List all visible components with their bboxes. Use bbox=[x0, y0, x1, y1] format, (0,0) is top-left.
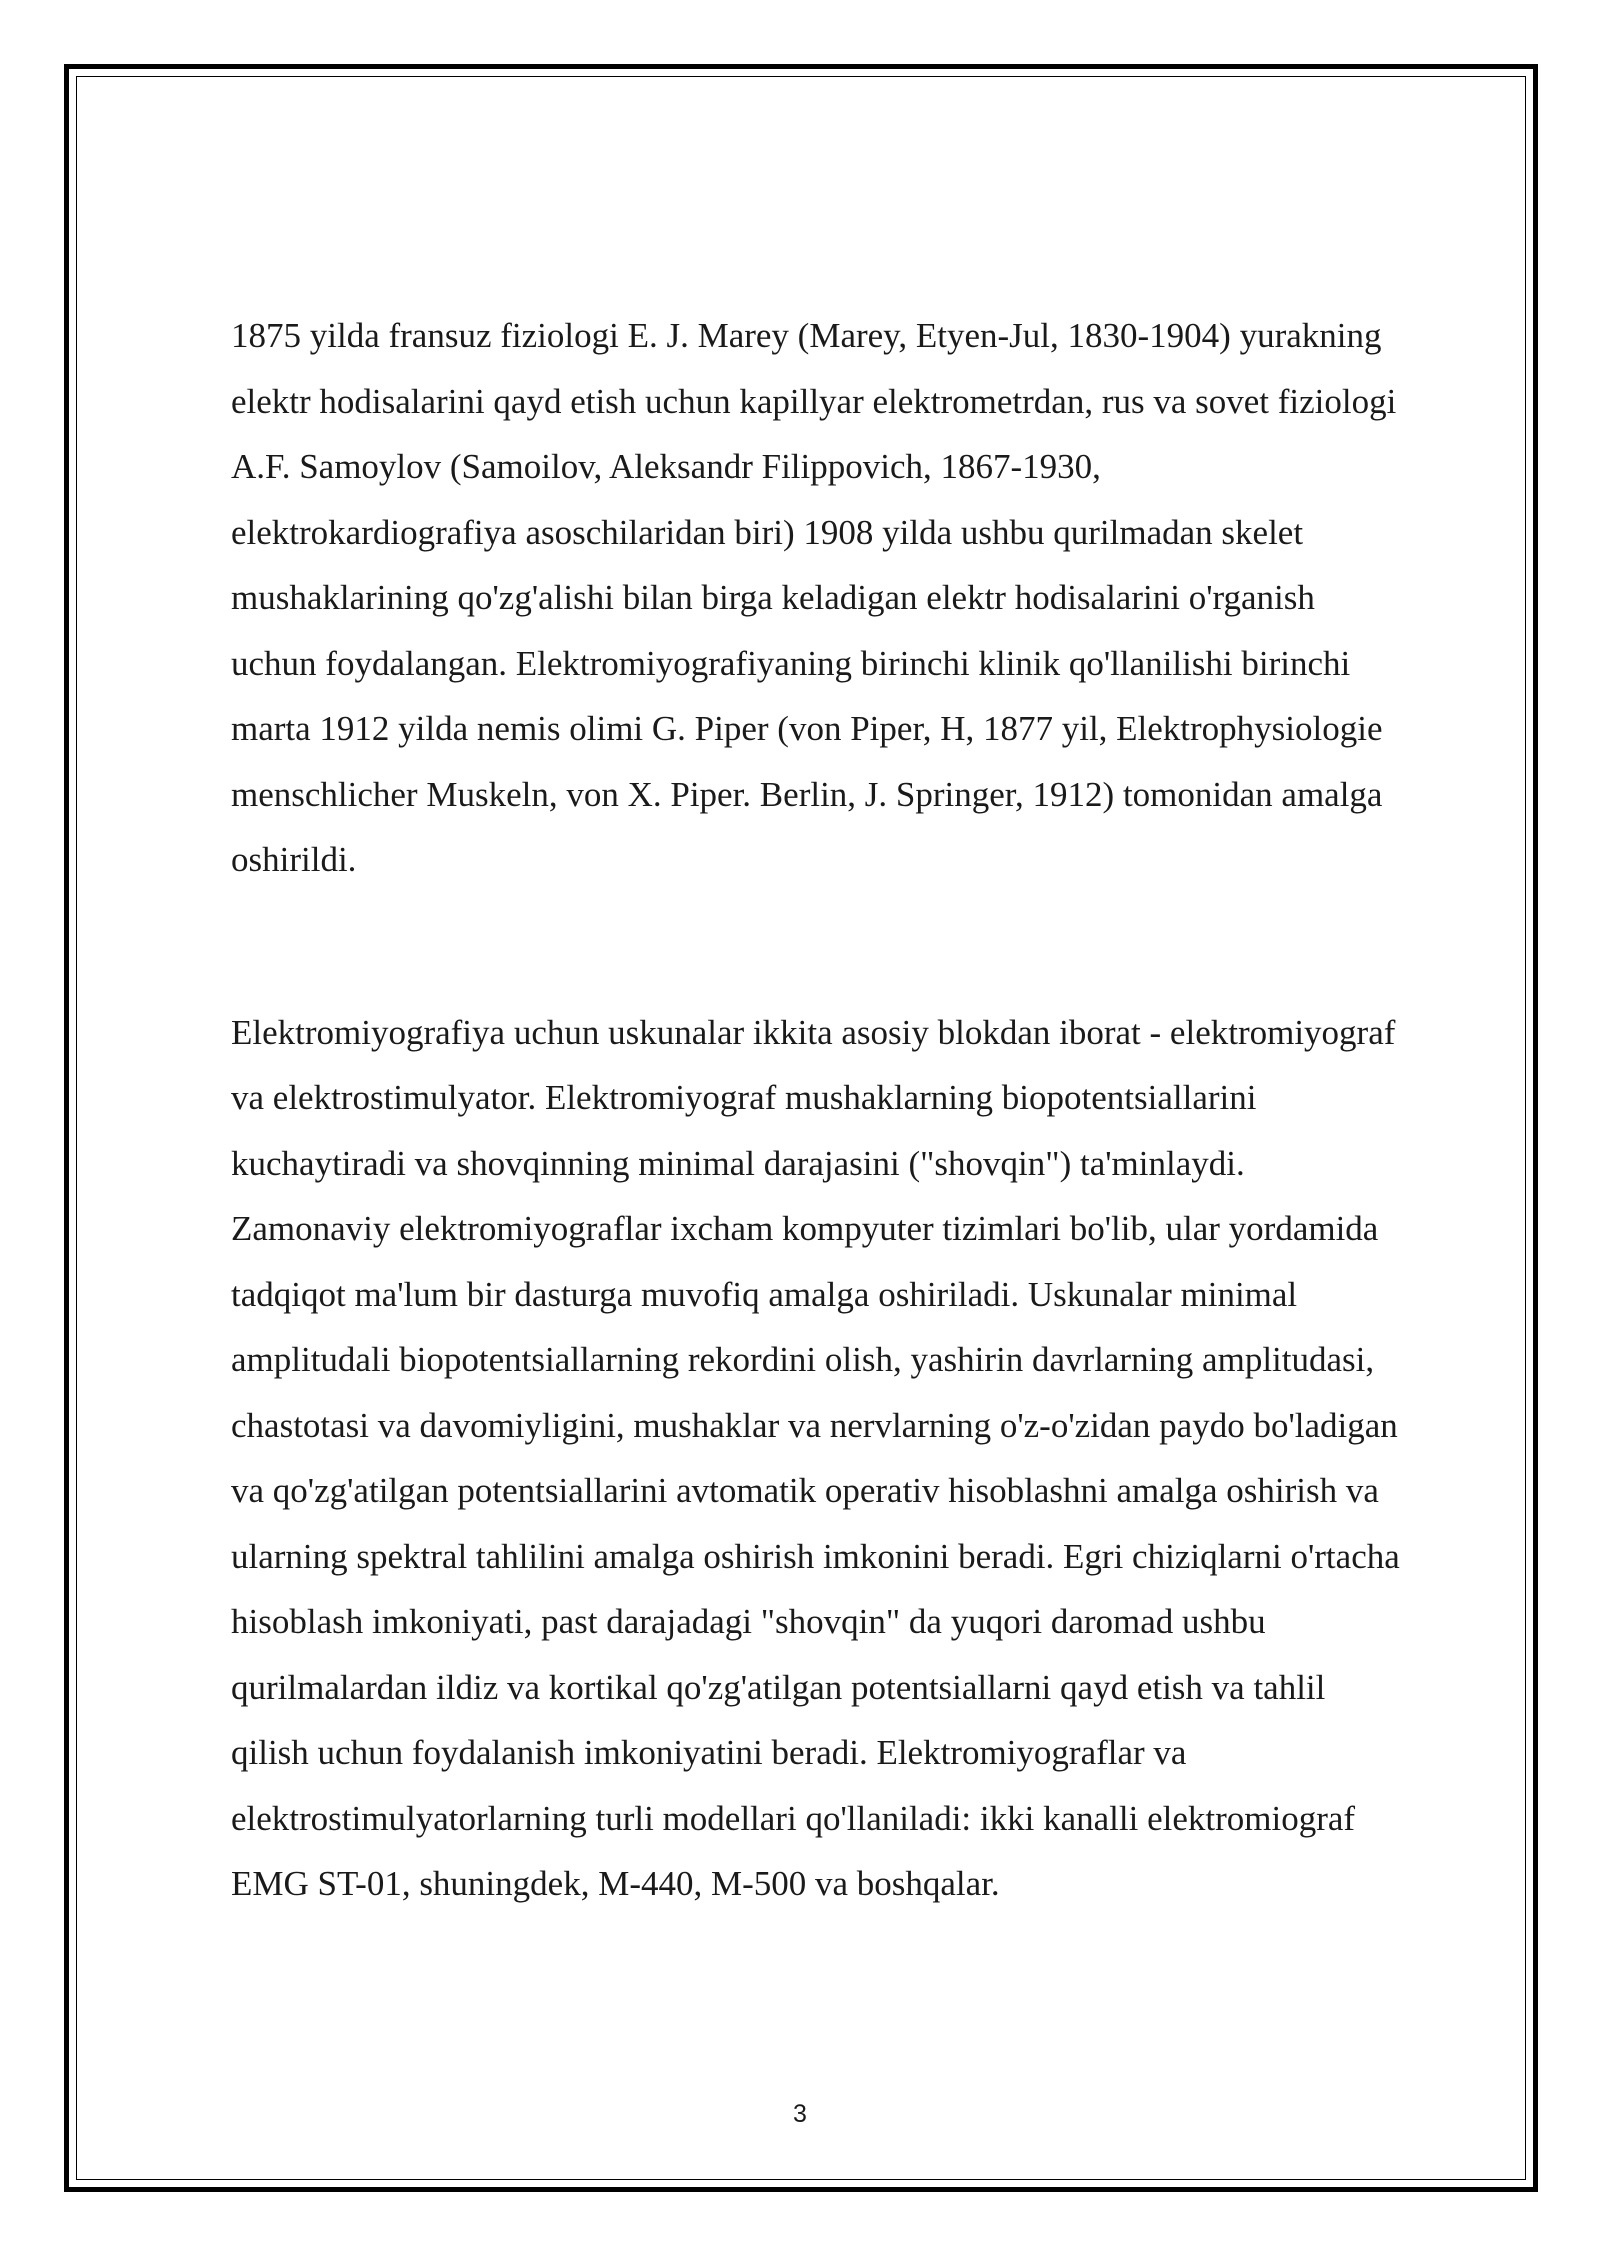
paragraph-equipment: Elektromiyografiya uchun uskunalar ikkita asosiy blokdan iborat - elektromiyograf va elektrostimulyator. Elektromiyograf mushaklarning biopotentsiallarini kuchaytiradi va shovqinning minimal darajasini ("shovqin") ta'minlaydi. Zamonaviy elektromiyograflar ixcham kompyuter tizimlari bo'lib, ular yordamida tadqiqot ma'lum bir dasturga muvofiq amalga oshiriladi. Uskunalar minimal amplitudali biopotentsiallarning rekordini olish, yashirin davrlarning amplitudasi, chastotasi va davomiyligini, mushaklar va nervlarning o'z-o'zidan paydo bo'ladigan va qo'zg'atilgan potentsiallarini avtomatik operativ hisoblashni amalga oshirish va ularning spektral tahlilini amalga oshirish imkonini beradi. Egri chiziqlarni o'rtacha hisoblash imkoniyati, past darajadagi "shovqin" da yuqori daromad ushbu qurilmalardan ildiz va kortikal qo'zg'atilgan potentsiallarni qayd etish va tahlil qilish uchun foydalanish imkoniyatini beradi. Elektromiyograflar va elektrostimulyatorlarning turli modellari qo'llaniladi: ikki kanalli elektromiograf EMG ST-01, shuningdek, M-440, M-500 va boshqalar. bbox=[231, 1012, 1400, 1903]
page-number: 3 bbox=[793, 2100, 807, 2128]
paragraph-history: 1875 yilda fransuz fiziologi E. J. Marey (Marey, Etyen-Jul, 1830-1904) yurakning elektr hodisalarini qayd etish uchun kapillyar elektrometrdan, rus va sovet fiziologi A.F. Samoylov (Samoilov, Aleksandr Filippovich, 1867-1930, elektrokardiografiya asoschilaridan biri) 1908 yilda ushbu qurilmadan skelet mushaklarining qo'zg'alishi bilan birga keladigan elektr hodisalarini o'rganish uchun foydalangan. Elektromiyografiyaning birinchi klinik qo'llanilishi birinchi marta 1912 yilda nemis olimi G. Piper (von Piper, H, 1877 yil, Elektrophysiologie menschlicher Muskeln, von X. Piper. Berlin, J. Springer, 1912) tomonidan amalga oshirildi. bbox=[231, 316, 1397, 879]
document-body bbox=[231, 303, 1507, 1917]
